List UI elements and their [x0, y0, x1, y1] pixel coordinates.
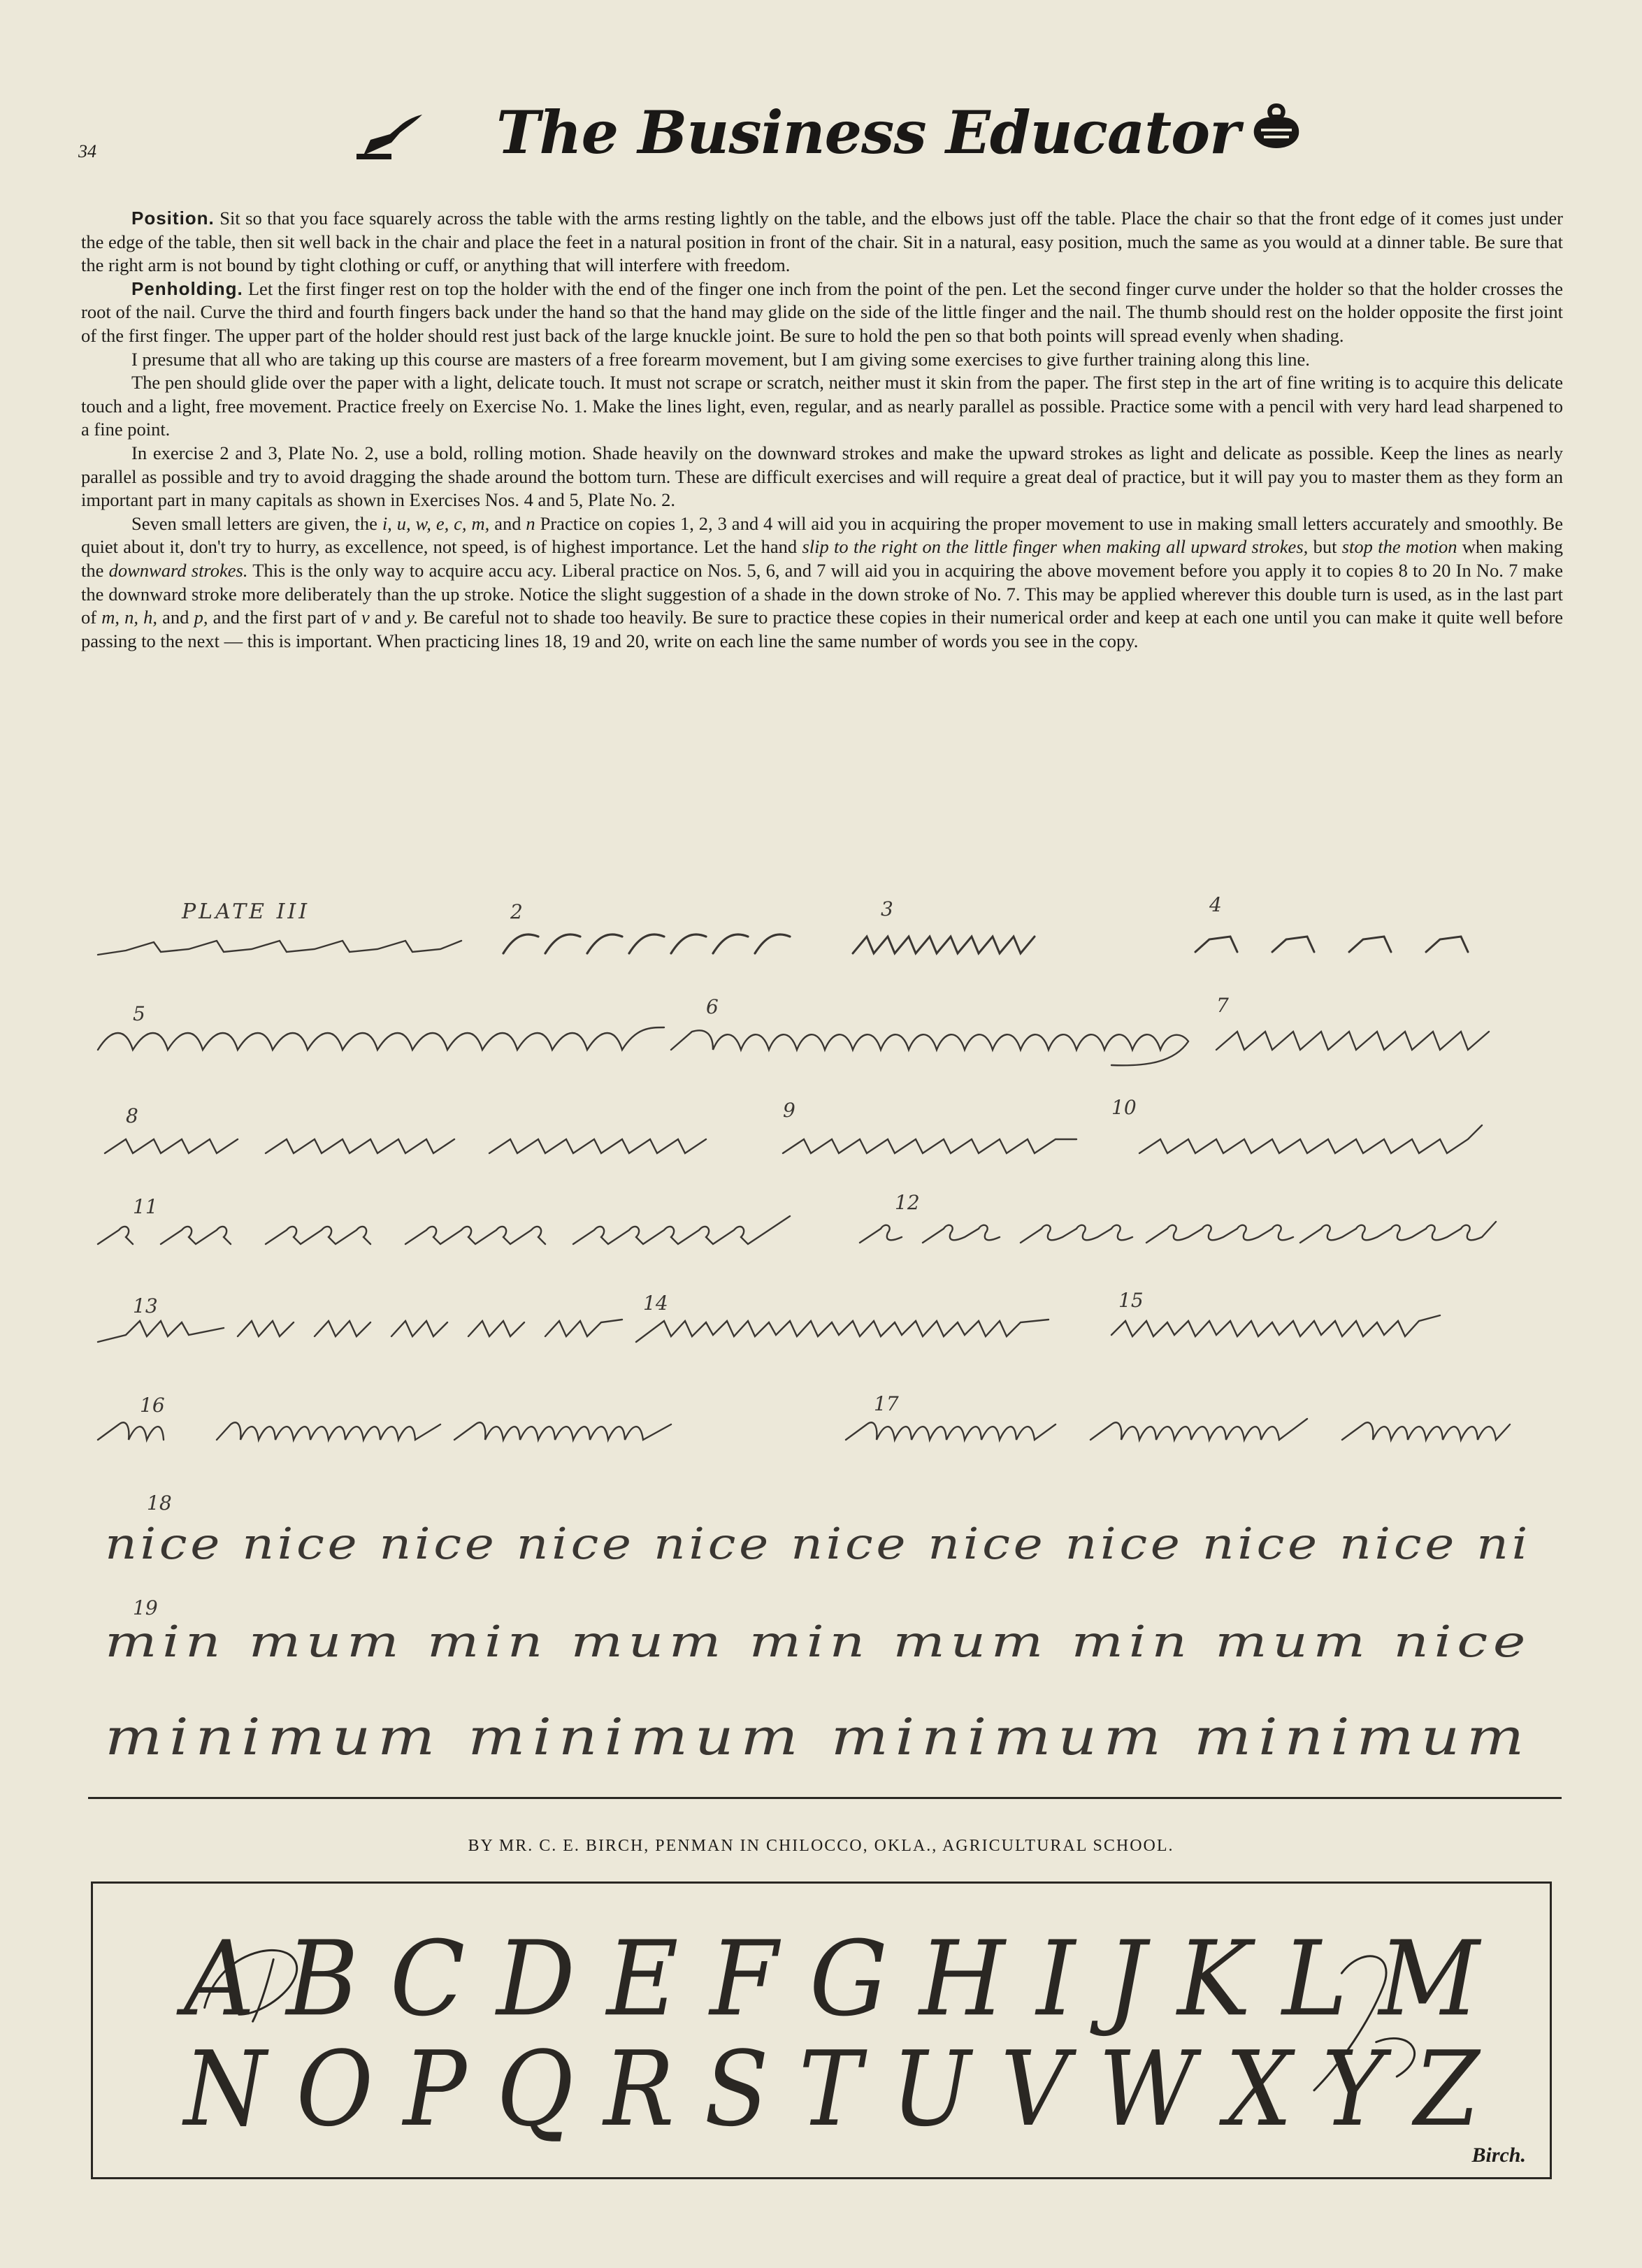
copy-row-19: min mum min mum min mum min mum nice [105, 1616, 1531, 1667]
paragraph-touch [81, 371, 1563, 442]
exercise-number: 4 [1209, 893, 1222, 916]
paragraph-text: and [489, 512, 526, 534]
exercise-number: 19 [133, 1596, 158, 1619]
paragraph-text: Sit so that you face squarely across the table with the arms resting lightly on the table, and the elbows just off the table. Place the chair so that the front edge of it comes just under the edge of the table, then sit well back in the chair and place the feet in a natural position in front of the chair. Sit in a natural, easy position, much the same as you would at a dinner table. Be sure that the right arm is not bound by tight clothing or cuff, or anything that will interfere with freedom. [81, 208, 1563, 276]
paragraph-text: Seven small letters are given, the [131, 512, 382, 534]
capital-alphabet-box [91, 1881, 1552, 2179]
italic-text: downward strokes. [108, 559, 248, 581]
paragraph-small-letters [81, 512, 1563, 653]
paragraph-text: The pen should glide over the paper with a light, delicate touch. It must not scrape or scratch, neither must it skin from the paper. The first step in the art of fine writing is to acquire this delicate touch and a light, free movement. Practice freely on Exercise No. 1. Make the lines light, even, regular, and as nearly parallel as possible. Practice some with a pencil with very hard lead sharpened to a fine point. [81, 372, 1563, 440]
paragraph-penholding [81, 277, 1563, 348]
word-copies [105, 1518, 1531, 1766]
exercise-number: 12 [895, 1191, 920, 1214]
italic-text: p, [194, 607, 208, 628]
copy-row-20: minimum minimum minimum minimum [105, 1707, 1531, 1766]
italic-text: stop the motion [1341, 536, 1457, 558]
exercise-number: 3 [881, 897, 893, 920]
lead-position: Position. [131, 208, 215, 229]
exercise-number: 8 [126, 1104, 138, 1127]
exercise-number: 17 [874, 1392, 899, 1415]
italic-text: v [361, 607, 370, 628]
paragraph-text: In exercise 2 and 3, Plate No. 2, use a bold, rolling motion. Shade heavily on the downward strokes and make the upward strokes as light and delicate as possible. Keep the lines as nearly parallel as possible and try to avoid dragging the shade around the bottom turn. These are difficult exercises and will require a great deal of practice, but it will pay you to master them as they form an important part in many capitals as shown in Exercises Nos. 4 and 5, Plate No. 2. [81, 442, 1563, 511]
masthead-header [0, 84, 1642, 182]
lead-penholding: Penholding. [131, 277, 243, 299]
exercise-number: 11 [133, 1195, 158, 1218]
alphabet-row-1: A B C D E F G H I J K L M [175, 1919, 1482, 2039]
paragraph-text: This is the only way to acquire accu acy. Liberal practice on Nos. 5, 6, and 7 will aid you in acquiring the above movement before you apply it to copies 8 to 20 In No. 7 make the downward stroke more deliberately than the up stroke. Notice the slight suggestion of a shade in the down stroke of No. 7. This may be applied wherever this double turn is used, as in the last part of [81, 559, 1563, 628]
italic-text: y. [406, 607, 419, 628]
italic-text: m, n, h, [101, 607, 158, 628]
exercise-number: 9 [783, 1099, 795, 1122]
author-credit: BY MR. C. E. BIRCH, PENMAN IN CHILOCCO, OKLA., AGRICULTURAL SCHOOL. [468, 1837, 1174, 1855]
quill-pen-icon [350, 112, 426, 161]
masthead-title: The Business Educator [496, 98, 1240, 167]
plate-drawing [84, 888, 1559, 1782]
alphabet-drawing [93, 1884, 1550, 2177]
exercise-number: 13 [133, 1294, 158, 1317]
paragraph-text: and [369, 607, 407, 628]
italic-text: n [526, 512, 535, 534]
paragraph-text: Be careful not to shade too heavily. Be sure to practice these copies in their numerical order and keep at each one until you can make it quite well before passing to the next — this is important. When practicing lines 18, 19 and 20, write on each line the same number of words you see in the copy. [81, 607, 1564, 651]
paragraph-text: Let the first finger rest on top the holder with the end of the finger one inch from the point of the pen. Let the second finger curve under the holder so that the holder crosses the root of the nail. Curve the third and fourth fingers back under the hand so that the hand may glide on the side of the little finger and the nail. The thumb should rest on the holder opposite the first joint of the first finger. The upper part of the holder should rest just back of the large knuckle joint. Be sure to hold the pen so that both points will spread evenly when shading. [81, 277, 1563, 346]
signature-birch: Birch. [1471, 2144, 1526, 2167]
paragraph-position [81, 207, 1563, 277]
exercise-number: 7 [1216, 994, 1229, 1017]
article-body [81, 207, 1563, 653]
exercise-number: 16 [140, 1394, 165, 1417]
italic-text: i, u, w, e, c, m, [382, 512, 490, 534]
exercise-number: 18 [147, 1491, 172, 1515]
divider-rule [88, 1797, 1562, 1799]
plate-title: PLATE III [182, 900, 310, 924]
exercise-number: 2 [510, 900, 523, 923]
exercise-number: 15 [1118, 1289, 1144, 1312]
paragraph-text: and the first part of [208, 607, 361, 628]
page-number: 34 [78, 141, 96, 161]
emblem-icon [1248, 99, 1304, 155]
paragraph-movement [81, 348, 1563, 372]
exercise-number: 6 [706, 995, 719, 1018]
exercise-number: 5 [133, 1002, 145, 1025]
italic-text: slip to the right on the little finger when making all upward strokes, [802, 536, 1309, 558]
paragraph-text: when making the [81, 536, 1563, 581]
alphabet-row-2: N O P Q R S T U V W X Y Z [182, 2029, 1481, 2150]
paragraph-text: I presume that all who are taking up this course are masters of a free forearm movement, but I am giving some exercises to give further training along this line. [131, 348, 1310, 370]
paragraph-text: Practice on copies 1, 2, 3 and 4 will aid you in acquiring the proper movement to use in making small letters accurately and smoothly. Be quiet about it, don't try to hurry, as excellence, not speed, is of highest importance. Let the hand [81, 512, 1563, 558]
paragraph-text: and [157, 607, 194, 628]
paragraph-text: but [1308, 536, 1342, 558]
copy-row-18: nice nice nice nice nice nice nice nice nice nice ni [105, 1518, 1531, 1569]
plate-exercises [84, 888, 1559, 1782]
exercise-number: 10 [1111, 1096, 1137, 1119]
exercise-number: 14 [643, 1292, 668, 1315]
paragraph-exercises [81, 442, 1563, 512]
